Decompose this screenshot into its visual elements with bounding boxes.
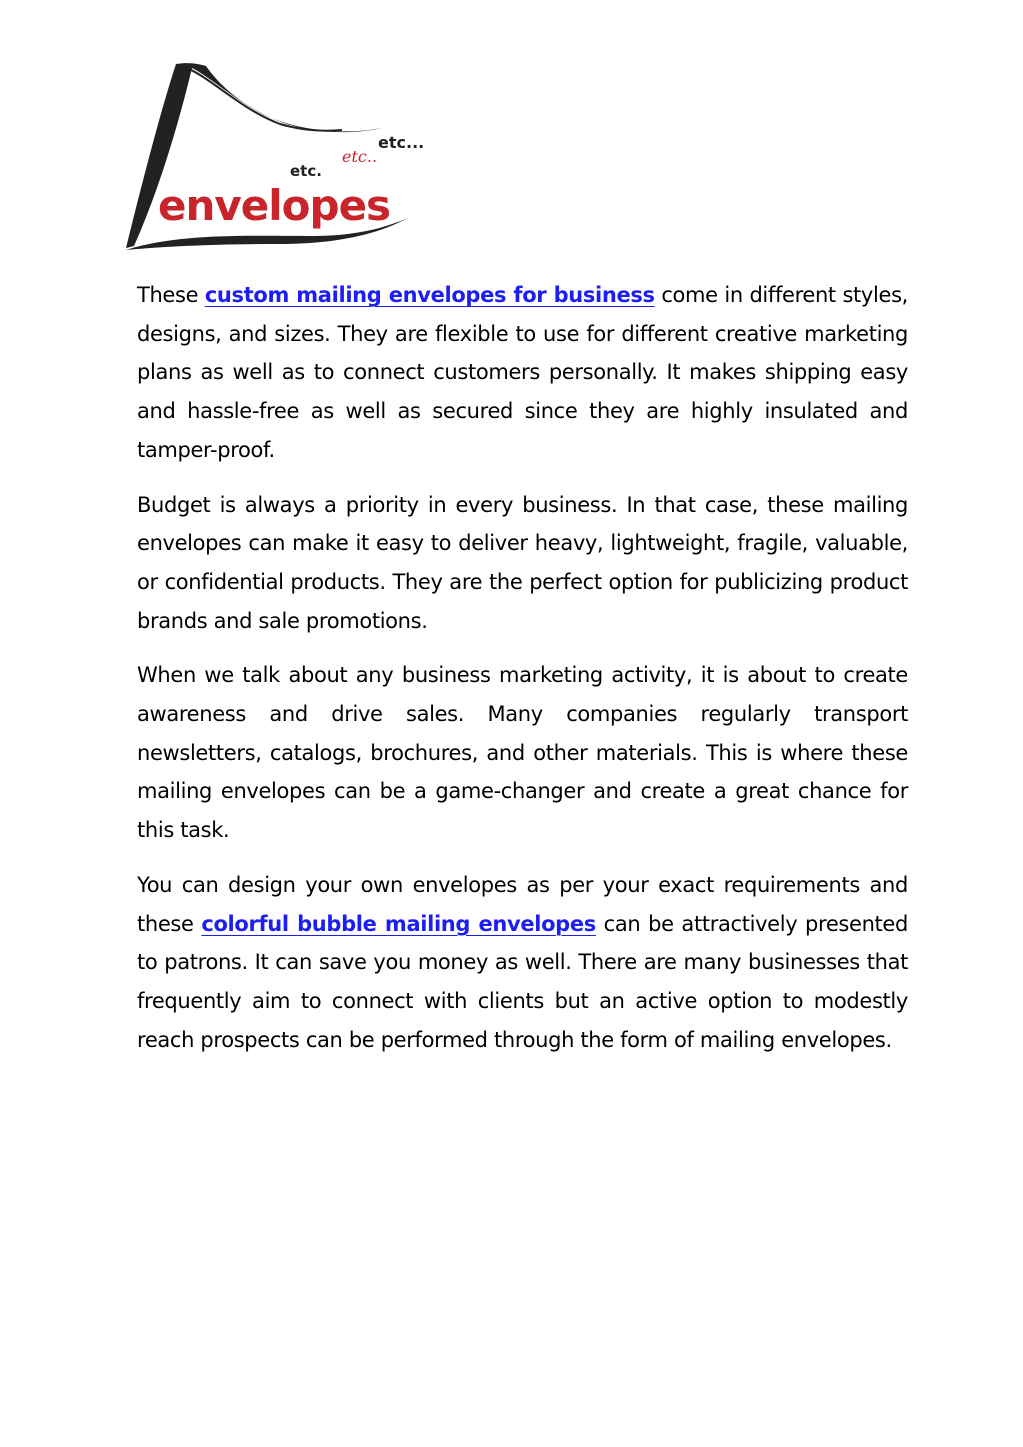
paragraph-1-after: come in different styles, designs, and sizes. They are flexible to use for different creative marketing plans as well as to connect customers personally. It makes shipping easy and hassle-free as well as secured since they are highly insulated and tamper-proof. (137, 283, 908, 462)
paragraph-2: Budget is always a priority in every business. In that case, these mailing envelopes can make it easy to deliver heavy, lightweight, fragile, valuable, or confidential products. They are the perfect option for publicizing product brands and sale promotions. (137, 492, 908, 633)
logo-etc-low: etc. (290, 162, 322, 180)
link-colorful-bubble-mailing-envelopes[interactable]: colorful bubble mailing envelopes (201, 911, 596, 936)
paragraph-4-before: You can design your own envelopes as per your exact requirements and these (137, 872, 908, 936)
brand-logo (120, 58, 430, 253)
logo-etc-top: etc... (378, 133, 425, 152)
paragraph-1-before: These (137, 283, 205, 307)
paragraph-4-after: can be attractively presented to patrons. It can save you money as well. There are many businesses that frequently aim to connect with clients but an active option to modestly reach prospects can be performed through the form of mailing envelopes. (137, 911, 908, 1052)
envelope-logo-graphic (120, 58, 430, 253)
logo-etc-mid: etc.. (342, 147, 378, 166)
logo-brand-text: envelopes (158, 181, 391, 230)
link-custom-mailing-envelopes[interactable]: custom mailing envelopes for business (204, 283, 655, 307)
paragraph-3: When we talk about any business marketing activity, it is about to create awareness and drive sales. Many companies regularly transport newsletters, catalogs, brochures, and other materials. This is where these mailing envelopes can be a game-changer and create a great chance for this task. (137, 663, 908, 843)
paragraph-1 (137, 276, 908, 470)
article-body (137, 276, 908, 1075)
paragraph-4 (137, 866, 908, 1060)
